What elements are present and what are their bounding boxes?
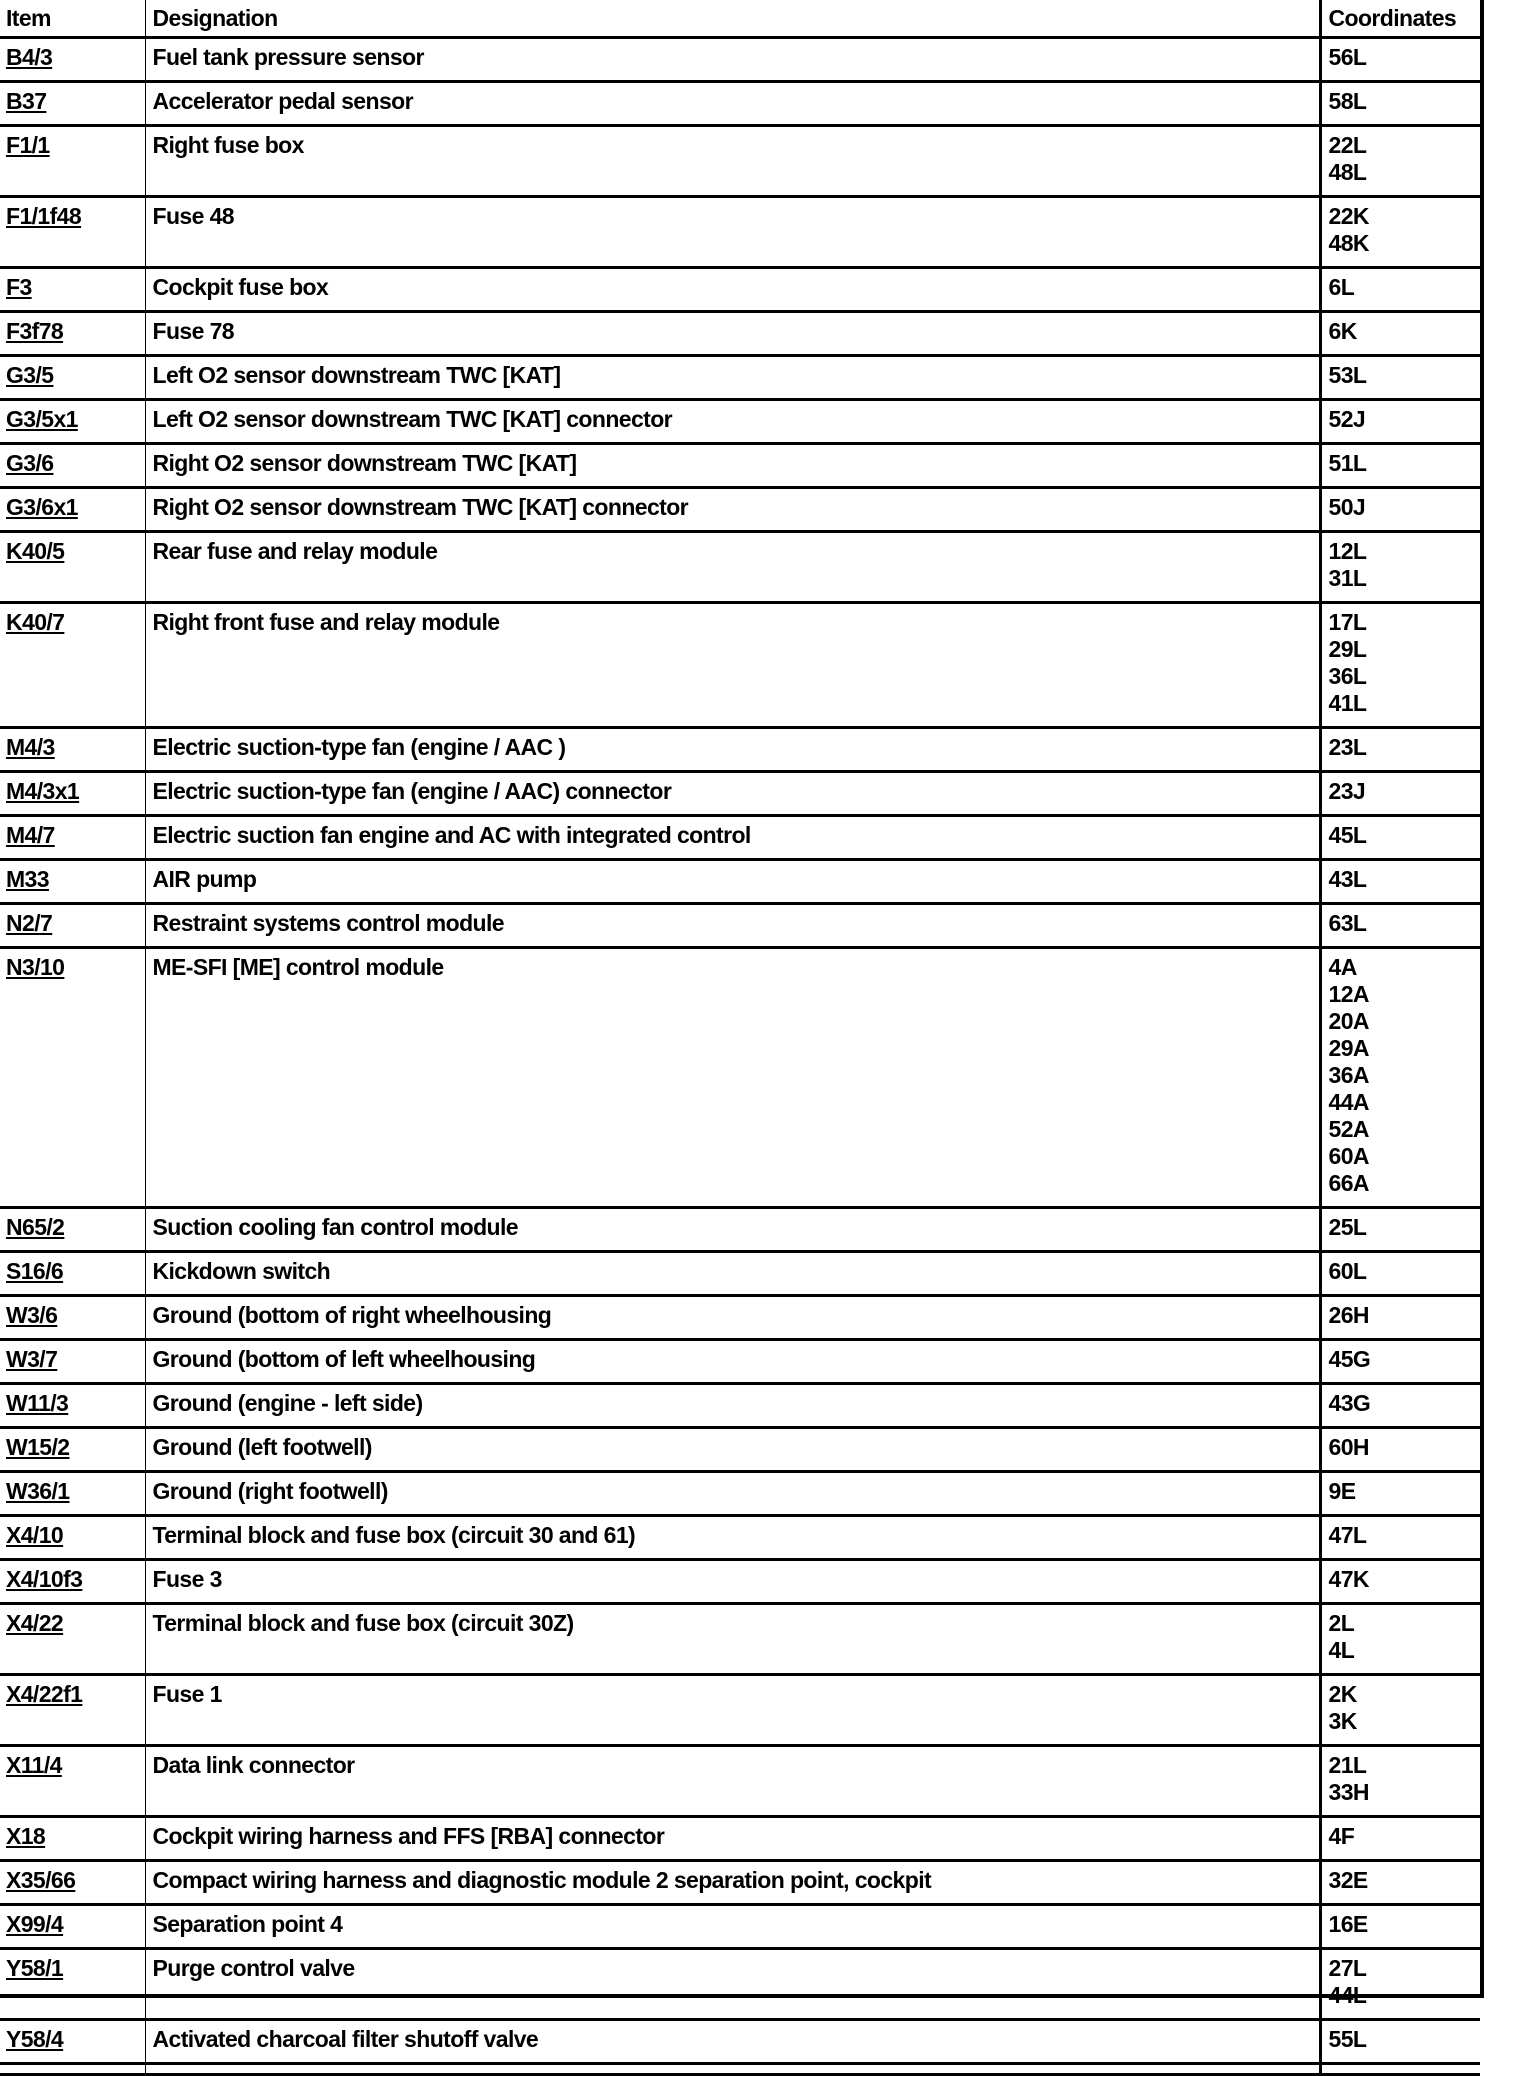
table-row: [0, 1949, 1480, 2020]
item-link[interactable]: X11/4: [6, 1752, 62, 1778]
item-link[interactable]: G3/6: [6, 450, 54, 476]
designation-cell: Electric suction-type fan (engine / AAC) connector: [145, 772, 1320, 816]
item-link[interactable]: B37: [6, 88, 47, 114]
item-link[interactable]: W15/2: [6, 1434, 70, 1460]
coordinate-value: 4L: [1328, 1637, 1355, 1663]
item-link[interactable]: K40/7: [6, 609, 65, 635]
coordinates-cell: [1320, 728, 1480, 772]
table-row: [0, 860, 1480, 904]
designation-cell: Fuse 48: [145, 197, 1320, 268]
item-link[interactable]: M4/3: [6, 734, 55, 760]
coordinates-cell: [1320, 38, 1480, 82]
item-cell: [0, 1516, 145, 1560]
item-link[interactable]: K40/5: [6, 538, 65, 564]
table-row: [0, 904, 1480, 948]
coordinate-value: 4F: [1328, 1823, 1355, 1849]
designation-cell: Right O2 sensor downstream TWC [KAT] connector: [145, 488, 1320, 532]
coordinates-cell: [1320, 82, 1480, 126]
designation-cell: Right O2 sensor downstream TWC [KAT]: [145, 444, 1320, 488]
coordinate-value: 60A: [1328, 1143, 1369, 1169]
header-row: [0, 0, 1480, 38]
item-cell: [0, 312, 145, 356]
designation-cell: Left O2 sensor downstream TWC [KAT] connector: [145, 400, 1320, 444]
designation-cell: Terminal block and fuse box (circuit 30Z): [145, 1604, 1320, 1675]
coordinates-cell: [1320, 1384, 1480, 1428]
designation-cell: Left O2 sensor downstream TWC [KAT]: [145, 356, 1320, 400]
item-link[interactable]: G3/5: [6, 362, 54, 388]
item-cell: [0, 38, 145, 82]
item-link[interactable]: N2/7: [6, 910, 53, 936]
item-link[interactable]: G3/5x1: [6, 406, 78, 432]
table-row: [0, 444, 1480, 488]
coordinate-value: 23L: [1328, 734, 1367, 760]
item-cell: [0, 1604, 145, 1675]
coordinate-value: 36L: [1328, 663, 1367, 689]
item-link[interactable]: X18: [6, 1823, 46, 1849]
item-cell: [0, 1340, 145, 1384]
table-row: [0, 38, 1480, 82]
item-link[interactable]: Y58/4: [6, 2026, 64, 2052]
item-cell: [0, 603, 145, 728]
item-link[interactable]: F1/1f48: [6, 203, 82, 229]
table-row: [0, 1746, 1480, 1817]
coordinates-cell: [1320, 400, 1480, 444]
table-row: [0, 356, 1480, 400]
coordinate-value: 3K: [1328, 1708, 1357, 1734]
designation-cell: Fuse 3: [145, 1560, 1320, 1604]
item-cell: [0, 400, 145, 444]
coordinates-cell: [1320, 1252, 1480, 1296]
designation-cell: AIR pump: [145, 860, 1320, 904]
item-cell: [0, 1296, 145, 1340]
designation-cell: Compact wiring harness and diagnostic module 2 separation point, cockpit: [145, 1861, 1320, 1905]
coordinates-cell: [1320, 488, 1480, 532]
item-link[interactable]: N65/2: [6, 1214, 65, 1240]
designation-cell: Suction cooling fan control module: [145, 1208, 1320, 1252]
item-cell: [0, 860, 145, 904]
designation-cell: Rear fuse and relay module: [145, 532, 1320, 603]
empty-row: [0, 2064, 1480, 2075]
designation-cell: Terminal block and fuse box (circuit 30 and 61): [145, 1516, 1320, 1560]
table-row: [0, 400, 1480, 444]
table-row: [0, 948, 1480, 1208]
table-body: [0, 38, 1480, 2075]
item-cell: [0, 1252, 145, 1296]
item-link[interactable]: Y58/1: [6, 1955, 64, 1981]
item-link[interactable]: X99/4: [6, 1911, 64, 1937]
designation-cell: Ground (engine - left side): [145, 1384, 1320, 1428]
item-link[interactable]: B4/3: [6, 44, 53, 70]
table-row: [0, 82, 1480, 126]
coordinate-value: 44L: [1328, 1982, 1367, 2008]
coordinates-cell: [1320, 816, 1480, 860]
coordinates-cell: [1320, 444, 1480, 488]
designation-cell: Kickdown switch: [145, 1252, 1320, 1296]
coordinate-value: 43G: [1328, 1390, 1371, 1416]
coordinate-value: 27L: [1328, 1955, 1367, 1981]
coordinates-cell: [1320, 532, 1480, 603]
table-row: [0, 1861, 1480, 1905]
coordinate-value: 45L: [1328, 822, 1367, 848]
table-row: [0, 1516, 1480, 1560]
item-cell: [0, 444, 145, 488]
coordinate-value: 55L: [1328, 2026, 1367, 2052]
table-row: [0, 1428, 1480, 1472]
coordinate-value: 6L: [1328, 274, 1355, 300]
table-row: [0, 488, 1480, 532]
designation-cell: Ground (left footwell): [145, 1428, 1320, 1472]
coordinate-value: 12L: [1328, 538, 1367, 564]
table-row: [0, 1252, 1480, 1296]
table-row: [0, 1604, 1480, 1675]
item-link[interactable]: X4/10f3: [6, 1566, 83, 1592]
coordinates-cell: [1320, 1560, 1480, 1604]
item-link[interactable]: N3/10: [6, 954, 65, 980]
coordinates-cell: [1320, 1428, 1480, 1472]
designation-cell: ME-SFI [ME] control module: [145, 948, 1320, 1208]
item-cell: [0, 126, 145, 197]
designation-cell: Right fuse box: [145, 126, 1320, 197]
coordinate-value: 66A: [1328, 1170, 1369, 1196]
coordinates-cell: [1320, 1817, 1480, 1861]
empty-cell: [0, 2064, 145, 2075]
coordinate-value: 63L: [1328, 910, 1367, 936]
item-link[interactable]: F3f78: [6, 318, 64, 344]
coordinates-cell: [1320, 268, 1480, 312]
item-cell: [0, 904, 145, 948]
coordinate-value: 51L: [1328, 450, 1367, 476]
coordinate-value: 53L: [1328, 362, 1367, 388]
item-link[interactable]: M4/3x1: [6, 778, 80, 804]
item-link[interactable]: W3/6: [6, 1302, 58, 1328]
item-cell: [0, 1905, 145, 1949]
coordinates-cell: [1320, 1861, 1480, 1905]
item-cell: [0, 1472, 145, 1516]
designation-cell: Activated charcoal filter shutoff valve: [145, 2020, 1320, 2064]
coordinate-value: 47L: [1328, 1522, 1367, 1548]
header-coordinates: Coordinates: [1320, 0, 1480, 38]
item-link[interactable]: X4/10: [6, 1522, 64, 1548]
coordinates-cell: [1320, 1604, 1480, 1675]
item-link[interactable]: M33: [6, 866, 49, 892]
table-row: [0, 1296, 1480, 1340]
item-cell: [0, 268, 145, 312]
designation-cell: Ground (right footwell): [145, 1472, 1320, 1516]
item-link[interactable]: M4/7: [6, 822, 55, 848]
coordinate-value: 29A: [1328, 1035, 1369, 1061]
item-cell: [0, 2020, 145, 2064]
coordinate-value: 48K: [1328, 230, 1369, 256]
item-cell: [0, 532, 145, 603]
item-cell: [0, 356, 145, 400]
coordinate-value: 56L: [1328, 44, 1367, 70]
coordinate-value: 26H: [1328, 1302, 1369, 1328]
coordinates-cell: [1320, 1746, 1480, 1817]
coordinate-value: 29L: [1328, 636, 1367, 662]
item-link[interactable]: F3: [6, 274, 32, 300]
item-cell: [0, 488, 145, 532]
coordinate-value: 31L: [1328, 565, 1367, 591]
designation-cell: Ground (bottom of right wheelhousing: [145, 1296, 1320, 1340]
empty-cell: [145, 2064, 1320, 2075]
table-row: [0, 268, 1480, 312]
coordinate-value: 32E: [1328, 1867, 1368, 1893]
coordinate-value: 22K: [1328, 203, 1369, 229]
item-link[interactable]: W11/3: [6, 1390, 69, 1416]
coordinates-cell: [1320, 772, 1480, 816]
designation-cell: Data link connector: [145, 1746, 1320, 1817]
coordinate-value: 2K: [1328, 1681, 1357, 1707]
item-cell: [0, 1949, 145, 2020]
table-row: [0, 1675, 1480, 1746]
coordinates-cell: [1320, 603, 1480, 728]
table-row: [0, 1817, 1480, 1861]
item-cell: [0, 1208, 145, 1252]
coordinates-cell: [1320, 1675, 1480, 1746]
table-header: [0, 0, 1480, 38]
item-link[interactable]: X35/66: [6, 1867, 76, 1893]
designation-cell: Fuse 1: [145, 1675, 1320, 1746]
coordinates-cell: [1320, 2020, 1480, 2064]
table-row: [0, 1340, 1480, 1384]
table-row: [0, 1384, 1480, 1428]
item-cell: [0, 1817, 145, 1861]
coordinate-value: 52A: [1328, 1116, 1369, 1142]
table-row: [0, 126, 1480, 197]
coordinates-cell: [1320, 197, 1480, 268]
item-cell: [0, 772, 145, 816]
item-link[interactable]: W36/1: [6, 1478, 70, 1504]
item-link[interactable]: S16/6: [6, 1258, 64, 1284]
coordinate-value: 17L: [1328, 609, 1367, 635]
coordinate-value: 21L: [1328, 1752, 1367, 1778]
table-row: [0, 772, 1480, 816]
coordinate-value: 60H: [1328, 1434, 1369, 1460]
coordinates-cell: [1320, 1516, 1480, 1560]
header-designation: Designation: [145, 0, 1320, 38]
item-cell: [0, 728, 145, 772]
item-cell: [0, 948, 145, 1208]
table-row: [0, 816, 1480, 860]
coordinates-cell: [1320, 860, 1480, 904]
coordinates-cell: [1320, 126, 1480, 197]
designation-cell: Ground (bottom of left wheelhousing: [145, 1340, 1320, 1384]
coordinate-value: 12A: [1328, 981, 1369, 1007]
designation-cell: Fuel tank pressure sensor: [145, 38, 1320, 82]
coordinates-cell: [1320, 1472, 1480, 1516]
item-cell: [0, 197, 145, 268]
designation-cell: Accelerator pedal sensor: [145, 82, 1320, 126]
item-cell: [0, 1746, 145, 1817]
item-link[interactable]: X4/22f1: [6, 1681, 83, 1707]
designation-cell: Electric suction-type fan (engine / AAC ): [145, 728, 1320, 772]
coordinate-value: 52J: [1328, 406, 1366, 432]
coordinates-cell: [1320, 1208, 1480, 1252]
table-row: [0, 603, 1480, 728]
designation-cell: Separation point 4: [145, 1905, 1320, 1949]
coordinate-value: 23J: [1328, 778, 1366, 804]
designation-cell: Purge control valve: [145, 1949, 1320, 2020]
coordinates-cell: [1320, 1340, 1480, 1384]
coordinate-value: 25L: [1328, 1214, 1367, 1240]
designation-cell: Right front fuse and relay module: [145, 603, 1320, 728]
coordinate-value: 22L: [1328, 132, 1367, 158]
item-cell: [0, 1384, 145, 1428]
coordinates-cell: [1320, 904, 1480, 948]
coordinate-value: 16E: [1328, 1911, 1368, 1937]
designation-cell: Fuse 78: [145, 312, 1320, 356]
table-row: [0, 728, 1480, 772]
item-link[interactable]: G3/6x1: [6, 494, 78, 520]
empty-cell: [1320, 2064, 1480, 2075]
coordinate-value: 33H: [1328, 1779, 1369, 1805]
coordinates-cell: [1320, 948, 1480, 1208]
table-row: [0, 532, 1480, 603]
table-row: [0, 197, 1480, 268]
item-cell: [0, 82, 145, 126]
designation-cell: Electric suction fan engine and AC with integrated control: [145, 816, 1320, 860]
table-row: [0, 312, 1480, 356]
coordinate-value: 6K: [1328, 318, 1357, 344]
coordinate-value: 60L: [1328, 1258, 1367, 1284]
coordinate-value: 44A: [1328, 1089, 1369, 1115]
coordinate-value: 58L: [1328, 88, 1367, 114]
coordinate-value: 41L: [1328, 690, 1367, 716]
item-cell: [0, 1560, 145, 1604]
item-cell: [0, 1861, 145, 1905]
coordinate-value: 45G: [1328, 1346, 1371, 1372]
designation-cell: Restraint systems control module: [145, 904, 1320, 948]
table-row: [0, 2020, 1480, 2064]
item-cell: [0, 1675, 145, 1746]
item-cell: [0, 816, 145, 860]
coordinates-cell: [1320, 1905, 1480, 1949]
table-row: [0, 1208, 1480, 1252]
coordinate-value: 47K: [1328, 1566, 1369, 1592]
coordinates-cell: [1320, 312, 1480, 356]
coordinates-cell: [1320, 356, 1480, 400]
coordinate-value: 20A: [1328, 1008, 1369, 1034]
header-item: Item: [0, 0, 145, 38]
coordinate-value: 43L: [1328, 866, 1367, 892]
item-cell: [0, 1428, 145, 1472]
designation-cell: Cockpit fuse box: [145, 268, 1320, 312]
item-link[interactable]: X4/22: [6, 1610, 64, 1636]
coordinate-value: 4A: [1328, 954, 1357, 980]
coordinate-value: 2L: [1328, 1610, 1355, 1636]
coordinate-value: 9E: [1328, 1478, 1356, 1504]
designation-cell: Cockpit wiring harness and FFS [RBA] connector: [145, 1817, 1320, 1861]
coordinates-cell: [1320, 1949, 1480, 2020]
coordinates-cell: [1320, 1296, 1480, 1340]
table-row: [0, 1472, 1480, 1516]
table-row: [0, 1905, 1480, 1949]
coordinate-value: 48L: [1328, 159, 1367, 185]
item-link[interactable]: W3/7: [6, 1346, 58, 1372]
table-row: [0, 1560, 1480, 1604]
coordinate-value: 36A: [1328, 1062, 1369, 1088]
coordinate-value: 50J: [1328, 494, 1366, 520]
item-link[interactable]: F1/1: [6, 132, 50, 158]
